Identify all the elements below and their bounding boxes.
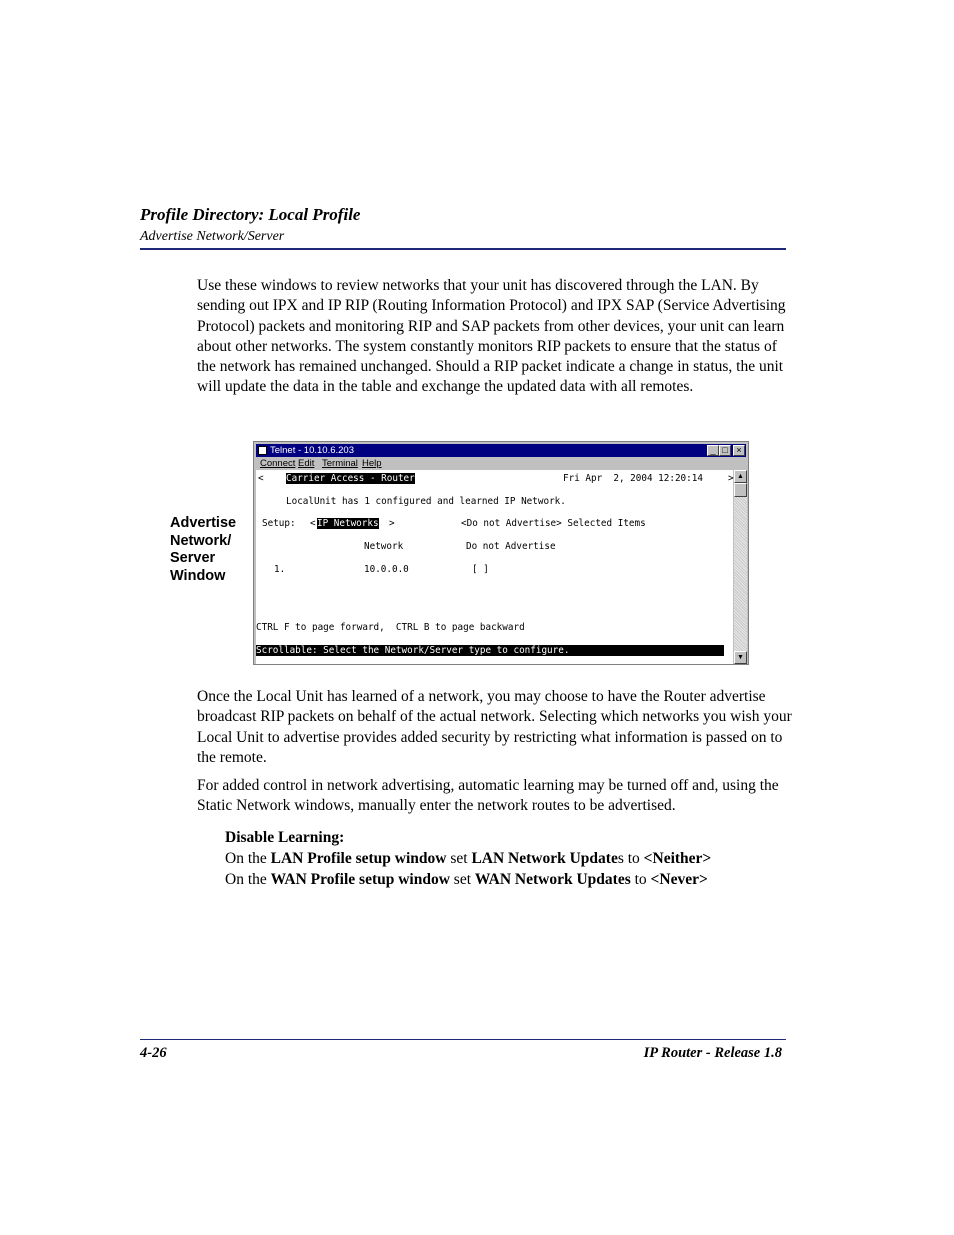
column-do-not-advertise: Do not Advertise [466,541,556,552]
footer-rule [140,1039,786,1040]
page-subsection-title: Advertise Network/Server [140,229,285,244]
telnet-window [253,441,749,665]
paging-help: CTRL F to page forward, CTRL B to page backward [256,622,525,633]
setting-name: LAN Network Update [471,850,618,867]
status-line: Scrollable: Select the Network/Server type to configure. [256,645,724,656]
caption-line: Advertise [170,515,237,531]
terminal-app-title: Carrier Access - Router [286,473,415,484]
row-index: 1. [274,564,286,575]
instruction-line-lan [225,848,805,869]
paragraph-advertise: Once the Local Unit has learned of a network, you may choose to have the Router advertise broadcast RIP packets on behalf of the actual network. Selecting which networks you wish your Local Unit to advertise provides added security by restricting what information is passed on to the remote. [197,688,792,766]
text: On the [225,850,271,867]
text: to [630,871,651,888]
row-network: 10.0.0.0 [364,564,409,575]
arrow-down-icon: ▼ [737,653,744,661]
page-number: 4-26 [140,1045,167,1061]
minimize-button[interactable] [707,445,719,456]
setup-label: Setup: [262,518,296,529]
setting-value: <Neither> [643,850,712,867]
instruction-line-wan [225,869,805,890]
close-icon: × [736,445,742,455]
minimize-icon: _ [710,445,716,455]
arrow-up-icon: ▲ [737,472,744,480]
text: On the [225,871,271,888]
caption-line: Server [170,550,216,566]
right-marker: > [728,473,734,484]
window-titlebar[interactable] [256,444,746,457]
window-name: WAN Profile setup window [270,871,450,888]
caption-line: Network/ [170,532,232,549]
intro-paragraph: Use these windows to review networks that your unit has discovered through the LAN. By sending out IPX and IP RIP (Routing Information Protocol) and IPX SAP (Service Advertising Protocol) packets and monitoring RIP and SAP packets from other devices, your unit can learn about other networks. The system constantly monitors RIP packets to ensure that the status of the network has remained unchanged. Should a RIP packet indicate a change in status, the unit will update the data in the table and exchange the updated data with all remotes. [197,277,786,396]
maximize-icon: □ [722,445,728,455]
network-summary: LocalUnit has 1 configured and learned IP Network. [286,496,566,507]
terminal-screen[interactable] [256,470,733,664]
vertical-scrollbar[interactable] [734,470,747,664]
menu-help[interactable]: Help [362,458,382,469]
figure-caption [170,515,250,585]
setting-value: <Never> [650,871,708,888]
menu-bar [256,458,746,470]
instructions-heading: Disable Learning: [225,829,345,846]
page-section-title: Profile Directory: Local Profile [140,205,361,224]
paragraph-control: For added control in network advertising, automatic learning may be turned off and, using the Static Network windows, manually enter the network routes to be advertised. [197,777,779,815]
scroll-up-button[interactable] [734,470,747,483]
setup-select[interactable]: IP Networks [317,518,379,529]
scroll-down-button[interactable] [734,651,747,664]
terminal-datetime: Fri Apr 2, 2004 12:20:14 [563,473,703,484]
header-rule [140,248,786,250]
menu-terminal[interactable]: Terminal [322,458,358,469]
selected-items-label: <Do not Advertise> Selected Items [461,518,646,529]
menu-connect[interactable]: Connect [260,458,296,469]
menu-edit[interactable]: Edit [298,458,315,469]
close-button[interactable] [733,445,745,456]
text: set [449,871,475,888]
caption-line: Window [170,567,226,584]
maximize-button[interactable] [719,445,731,456]
setup-close-bracket: > [389,518,395,529]
disable-learning-instructions [225,827,805,890]
text: s to [617,850,644,867]
setting-name: WAN Network Updates [474,871,631,888]
product-release: IP Router - Release 1.8 [643,1045,782,1061]
app-icon [258,446,267,455]
row-advertise-checkbox[interactable]: [ ] [472,564,489,575]
text: set [446,850,472,867]
window-title: Telnet - 10.10.6.203 [270,445,354,456]
setup-open-bracket: < [310,518,316,529]
scroll-thumb[interactable] [734,483,747,497]
window-name: LAN Profile setup window [270,850,447,867]
column-network: Network [364,541,404,552]
left-marker: < [258,473,264,484]
